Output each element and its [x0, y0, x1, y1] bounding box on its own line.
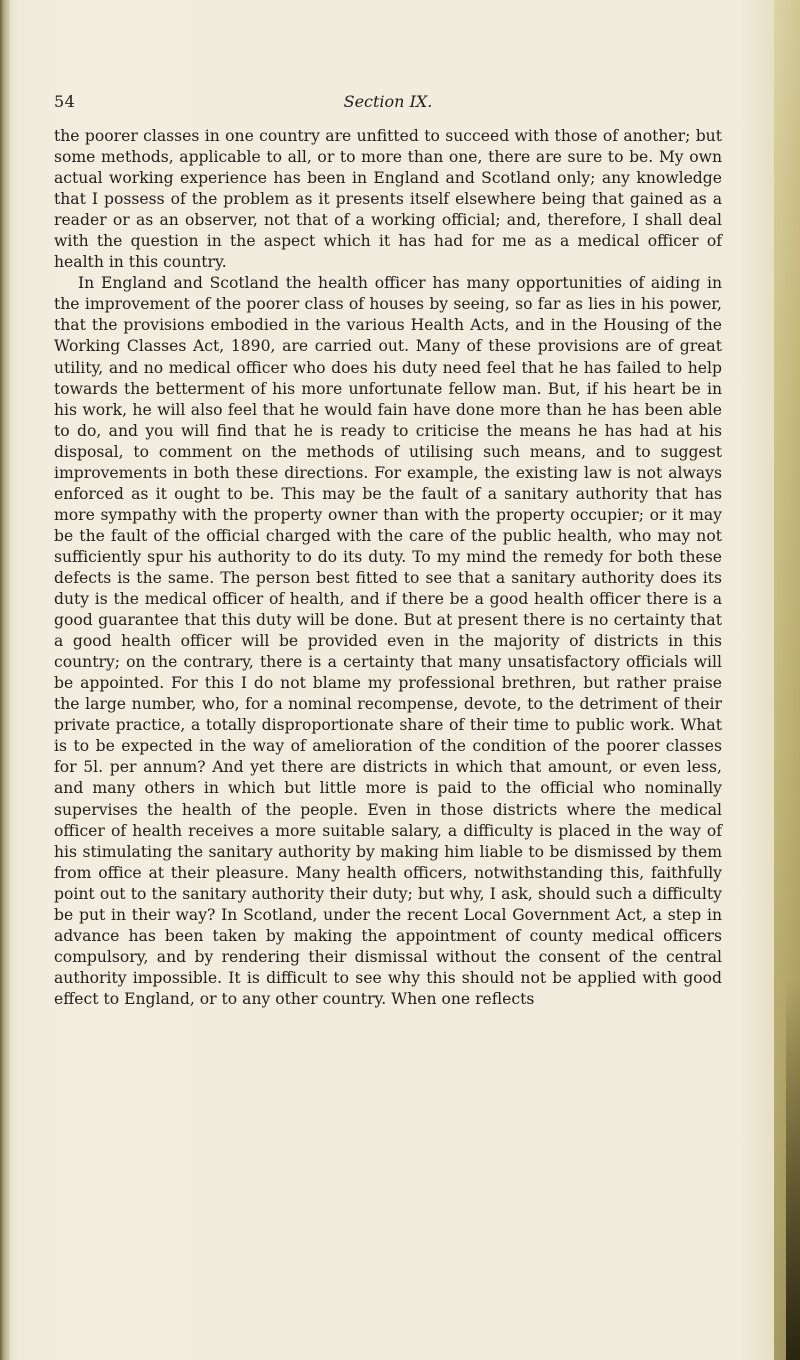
- running-header: [54, 92, 722, 116]
- page-gutter-edge: [0, 0, 10, 1360]
- page-edge-shadow: [786, 980, 800, 1360]
- paragraph-health-officer: In England and Scotland the health officer has many opportunities of aiding in the improvement of the poorer class of houses by seeing, so far as lies in his power, that the provisions embodied in the various Health Acts, and in the Housing of the Working Classes Act, 1890, are carried out. Many of these provisions are of great utility, and no medical officer who does his duty need feel that he has failed to help towards the betterment of his more unfortunate fellow man. But, if his heart be in his work, he will also feel that he would fain have done more than he has been able to do, and you will find that he is ready to criticise the means he has had at his disposal, to comment on the methods of utilising such means, and to suggest improvements in both these directions. For example, the existing law is not always enforced as it ought to be. This may be the fault of a sanitary authority that has more sympathy with the property owner than with the property occupier; or it may be the fault of the official charged with the care of the public health, who may not sufficiently spur his authority to do its duty. To my mind the remedy for both these defects is the same. The person best fitted to see that a sanitary authority does its duty is the medical officer of health, and if there be a good health officer there is a good guarantee that this duty will be done. But at present there is no certainty that a good health officer will be provided even in the majority of districts in this country; on the contrary, there is a certainty that many unsatisfactory officials will be appointed. For this I do not blame my professional brethren, but rather praise the large number, who, for a nominal recompense, devote, to the detriment of their private practice, a totally disproportionate share of their time to public work. What is to be expected in the way of amelioration of the condition of the poorer classes for 5l. per annum? And yet there are districts in which that amount, or even less, and many others in which but little more is paid to the official who nominally supervises the health of the people. Even in those districts where the medical officer of health receives a more suitable salary, a difficulty is placed in the way of his stimulating the sanitary authority by making him liable to be dismissed by them from office at their pleasure. Many health officers, notwithstanding this, faithfully point out to the sanitary authority their duty; but why, I ask, should such a difficulty be put in their way? In Scotland, under the recent Local Government Act, a step in advance has been taken by making the appointment of county medical officers compulsory, and by rendering their dismissal without the consent of the central authority impossible. It is difficult to see why this should not be applied with good effect to England, or to any other country. When one reflects: [54, 274, 722, 1008]
- section-title: Section IX.: [343, 92, 433, 111]
- page-number: 54: [54, 92, 76, 111]
- body-text: [54, 126, 722, 1010]
- paragraph-continued: the poorer classes in one country are unfitted to succeed with those of another; but some methods, applicable to all, or to more than one, there are sure to be. My own actual working experience has been in England and Scotland only; any knowledge that I possess of the problem as it presents itself elsewhere being that gained as a reader or as an observer, not that of a working official; and, therefore, I shall deal with the question in the aspect which it has had for me as a medical officer of health in this country.: [54, 127, 722, 272]
